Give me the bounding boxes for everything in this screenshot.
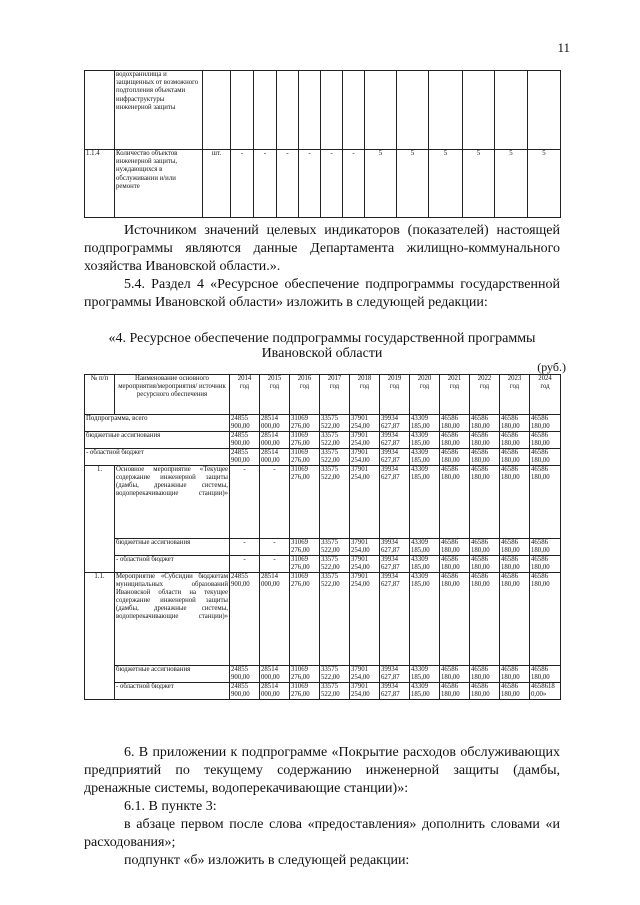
indicator-value: - bbox=[277, 150, 299, 218]
indicator-value: 5 bbox=[463, 150, 495, 218]
row-value: 43309 185,00 bbox=[410, 573, 440, 666]
row-value: 46586 180,00 bbox=[500, 539, 530, 556]
row-value: 46586 180,00 bbox=[500, 573, 530, 666]
header-name: Наименование основного мероприятия/мероприятия/ источник ресурсного обеспечения bbox=[115, 375, 230, 415]
row-value: 43309 185,00 bbox=[410, 666, 440, 683]
header-year: 2023 год bbox=[500, 375, 530, 415]
row-value: 39934 627,87 bbox=[380, 449, 410, 466]
indicator-number: 1.1.4 bbox=[85, 150, 115, 218]
row-value: 46586 180,00 bbox=[470, 449, 500, 466]
row-value: 28514 000,00 bbox=[260, 432, 290, 449]
header-year: 2022 год bbox=[470, 375, 500, 415]
row-value: 46586 180,00 bbox=[440, 556, 470, 573]
row-value: 37901 254,00 bbox=[350, 556, 380, 573]
header-year: 2016 год bbox=[290, 375, 320, 415]
row-value: 31069 276,00 bbox=[290, 432, 320, 449]
row-value: 37901 254,00 bbox=[350, 573, 380, 666]
row-value: 46586 180,00 bbox=[470, 556, 500, 573]
row-value: 31069 276,00 bbox=[290, 666, 320, 683]
paragraph-item-6-1: 6.1. В пункте 3: bbox=[124, 799, 217, 814]
header-year: 2024 год bbox=[530, 375, 561, 415]
row-name: Мероприятие «Субсидии бюджетам муниципальных образований Ивановской области на текущее содержание инженерной защиты (дамбы, дренажные системы, водоперекачивающие станции)» bbox=[115, 573, 230, 666]
header-year: 2017 год bbox=[320, 375, 350, 415]
row-value: 46586 180,00 bbox=[440, 683, 470, 700]
paragraph-source: Источником значений целевых индикаторов (показателей) настоящей подпрограммы являются данные Департамента жилищно-коммунального хозяйства Ивановской области.». bbox=[84, 223, 560, 274]
row-value: 46586 180,00 bbox=[530, 539, 561, 556]
indicator-value: 5 bbox=[528, 150, 561, 218]
indicator-value: 5 bbox=[429, 150, 463, 218]
row-value: 46586 180,00 bbox=[500, 556, 530, 573]
resource-table-row bbox=[85, 415, 561, 432]
row-value: 24855 900,00 bbox=[230, 683, 260, 700]
row-value: 46586 180,00 bbox=[470, 539, 500, 556]
row-value: 39934 627,87 bbox=[380, 415, 410, 432]
row-value: 46586 180,00 bbox=[440, 573, 470, 666]
row-value: 46586 180,00 bbox=[440, 415, 470, 432]
row-value: - bbox=[230, 556, 260, 573]
row-value: 31069 276,00 bbox=[290, 573, 320, 666]
row-value: 37901 254,00 bbox=[350, 449, 380, 466]
resource-table-row bbox=[85, 466, 561, 539]
indicator-value: - bbox=[254, 150, 277, 218]
row-value: 46586 180,00 bbox=[470, 666, 500, 683]
row-value: 39934 627,87 bbox=[380, 666, 410, 683]
paragraph-section-5-4: 5.4. Раздел 4 «Ресурсное обеспечение подпрограммы государственной программы Ивановской области» изложить в следующей редакции: bbox=[84, 277, 560, 310]
row-value: 46586 180,00 bbox=[440, 666, 470, 683]
row-value: - bbox=[260, 539, 290, 556]
resource-table-row bbox=[85, 432, 561, 449]
row-value: 46586 180,00 bbox=[500, 666, 530, 683]
row-value: 39934 627,87 bbox=[380, 466, 410, 539]
paragraph-first-abzac: в абзаце первом после слова «предоставления» дополнить словами «и расходования»; bbox=[84, 817, 560, 850]
indicator-name: Количество объектов инженерной защиты, нуждающихся в обслуживании и/или ремонте bbox=[115, 150, 203, 218]
row-value: - bbox=[260, 556, 290, 573]
row-value: 28514 000,00 bbox=[260, 415, 290, 432]
row-value: 31069 276,00 bbox=[290, 683, 320, 700]
row-name: бюджетные ассигнования bbox=[115, 666, 230, 683]
indicator-row-continued bbox=[85, 71, 561, 150]
row-value: 46586 180,00 bbox=[500, 466, 530, 539]
indicator-value: 5 bbox=[495, 150, 528, 218]
row-value: - bbox=[230, 466, 260, 539]
row-value: 33575 522,00 bbox=[320, 449, 350, 466]
row-value: 31069 276,00 bbox=[290, 449, 320, 466]
resource-table-row bbox=[85, 666, 561, 683]
row-value: 4658618 0,00» bbox=[530, 683, 561, 700]
row-value: 33575 522,00 bbox=[320, 415, 350, 432]
indicator-unit: шт. bbox=[203, 150, 231, 218]
row-value: 33575 522,00 bbox=[320, 666, 350, 683]
header-year: 2015 год bbox=[260, 375, 290, 415]
row-value: 24855 900,00 bbox=[230, 415, 260, 432]
row-value: 37901 254,00 bbox=[350, 539, 380, 556]
row-value: 33575 522,00 bbox=[320, 683, 350, 700]
indicator-row bbox=[85, 150, 561, 218]
indicator-name: водохранилища и защищенных от возможного подтопления объектами инфраструктуры инженерной защиты bbox=[115, 71, 203, 150]
row-value: 43309 185,00 bbox=[410, 432, 440, 449]
row-value: 46586 180,00 bbox=[500, 683, 530, 700]
row-value: 37901 254,00 bbox=[350, 466, 380, 539]
row-value: 39934 627,87 bbox=[380, 539, 410, 556]
row-value: 39934 627,87 bbox=[380, 573, 410, 666]
indicator-value: - bbox=[299, 150, 321, 218]
indicator-value: 5 bbox=[397, 150, 429, 218]
row-value: 28514 000,00 bbox=[260, 683, 290, 700]
row-value: 46586 180,00 bbox=[470, 573, 500, 666]
row-value: 46586 180,00 bbox=[440, 539, 470, 556]
row-value: 43309 185,00 bbox=[410, 539, 440, 556]
page-number: 11 bbox=[557, 40, 570, 55]
indicator-value: 5 bbox=[365, 150, 397, 218]
row-value: 39934 627,87 bbox=[380, 683, 410, 700]
row-value: 43309 185,00 bbox=[410, 466, 440, 539]
row-name: бюджетные ассигнования bbox=[115, 539, 230, 556]
row-value: 43309 185,00 bbox=[410, 449, 440, 466]
row-value: - bbox=[260, 466, 290, 539]
row-name: бюджетные ассигнования bbox=[85, 432, 230, 449]
resource-table-row bbox=[85, 573, 561, 666]
resource-table-row bbox=[85, 683, 561, 700]
row-value: 46586 180,00 bbox=[530, 556, 561, 573]
row-value: 39934 627,87 bbox=[380, 556, 410, 573]
row-value: 46586 180,00 bbox=[530, 666, 561, 683]
row-value: 39934 627,87 bbox=[380, 432, 410, 449]
row-name: Основное мероприятие «Текущее содержание инженерной защиты (дамбы, дренажные системы, водоперекачивающие станции)» bbox=[115, 466, 230, 539]
row-name: - областной бюджет bbox=[85, 449, 230, 466]
resource-table-header bbox=[85, 375, 561, 415]
row-value: 46586 180,00 bbox=[470, 432, 500, 449]
row-value: 43309 185,00 bbox=[410, 556, 440, 573]
header-year: 2014 год bbox=[230, 375, 260, 415]
row-value: 46586 180,00 bbox=[530, 466, 561, 539]
row-value: 33575 522,00 bbox=[320, 573, 350, 666]
row-value: 46586 180,00 bbox=[470, 466, 500, 539]
paragraph-subitem-b: подпункт «б» изложить в следующей редакции: bbox=[124, 853, 410, 868]
row-value: 24855 900,00 bbox=[230, 432, 260, 449]
indicator-value: - bbox=[321, 150, 343, 218]
header-year: 2020 год bbox=[410, 375, 440, 415]
row-value: 46586 180,00 bbox=[530, 449, 561, 466]
currency-unit-note: (руб.) bbox=[537, 360, 566, 374]
row-number: 1. bbox=[85, 466, 115, 573]
row-value: 46586 180,00 bbox=[500, 449, 530, 466]
row-value: 46586 180,00 bbox=[440, 466, 470, 539]
resource-table-row bbox=[85, 556, 561, 573]
row-value: 46586 180,00 bbox=[440, 432, 470, 449]
row-value: 46586 180,00 bbox=[530, 573, 561, 666]
resource-table-row bbox=[85, 539, 561, 556]
header-year: 2021 год bbox=[440, 375, 470, 415]
row-value: 28514 000,00 bbox=[260, 573, 290, 666]
row-value: 46586 180,00 bbox=[440, 449, 470, 466]
row-name: - областной бюджет bbox=[115, 556, 230, 573]
row-value: 37901 254,00 bbox=[350, 432, 380, 449]
row-value: 31069 276,00 bbox=[290, 415, 320, 432]
row-value: 33575 522,00 bbox=[320, 432, 350, 449]
row-value: 24855 900,00 bbox=[230, 666, 260, 683]
row-value: 33575 522,00 bbox=[320, 466, 350, 539]
row-value: - bbox=[230, 539, 260, 556]
row-value: 37901 254,00 bbox=[350, 683, 380, 700]
header-year: 2019 год bbox=[380, 375, 410, 415]
row-value: 31069 276,00 bbox=[290, 539, 320, 556]
row-value: 46586 180,00 bbox=[500, 415, 530, 432]
row-value: 46586 180,00 bbox=[500, 432, 530, 449]
resource-table bbox=[84, 374, 561, 700]
row-value: 46586 180,00 bbox=[530, 415, 561, 432]
row-number: 1.1. bbox=[85, 573, 115, 700]
row-value: 43309 185,00 bbox=[410, 415, 440, 432]
row-value: 46586 180,00 bbox=[470, 415, 500, 432]
row-value: 24855 900,00 bbox=[230, 573, 260, 666]
indicator-value: - bbox=[231, 150, 254, 218]
section-heading-line1: «4. Ресурсное обеспечение подпрограммы государственной программы bbox=[108, 331, 536, 346]
indicator-value: - bbox=[343, 150, 365, 218]
row-value: 43309 185,00 bbox=[410, 683, 440, 700]
section-heading-line2: Ивановской области bbox=[261, 346, 383, 361]
row-value: 37901 254,00 bbox=[350, 666, 380, 683]
row-value: 31069 276,00 bbox=[290, 556, 320, 573]
row-value: 46586 180,00 bbox=[470, 683, 500, 700]
row-value: 37901 254,00 bbox=[350, 415, 380, 432]
row-value: 28514 000,00 bbox=[260, 449, 290, 466]
resource-table-row bbox=[85, 449, 561, 466]
row-value: 33575 522,00 bbox=[320, 539, 350, 556]
header-number: № п/п bbox=[85, 375, 115, 415]
row-name: - областной бюджет bbox=[115, 683, 230, 700]
row-value: 31069 276,00 bbox=[290, 466, 320, 539]
row-value: 24855 900,00 bbox=[230, 449, 260, 466]
row-value: 28514 000,00 bbox=[260, 666, 290, 683]
row-name: Подпрограмма, всего bbox=[85, 415, 230, 432]
indicators-table bbox=[84, 70, 561, 218]
paragraph-item-6: 6. В приложении к подпрограмме «Покрытие расходов обслуживающих предприятий по текущему содержанию инженерной защиты (дамбы, дренажные системы, водоперекачивающие станции)»: bbox=[84, 745, 560, 796]
row-value: 33575 522,00 bbox=[320, 556, 350, 573]
row-value: 46586 180,00 bbox=[530, 432, 561, 449]
header-year: 2018 год bbox=[350, 375, 380, 415]
